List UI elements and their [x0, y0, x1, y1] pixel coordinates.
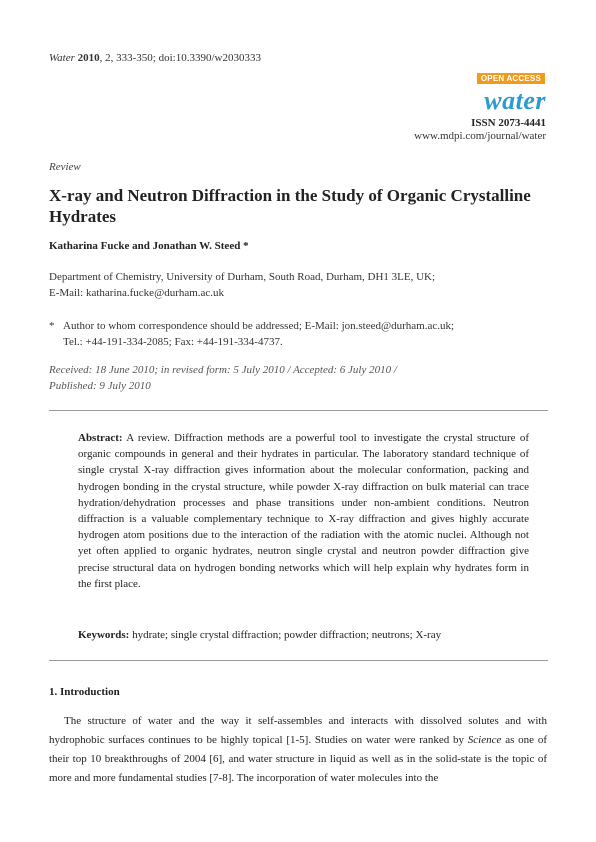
keywords — [78, 627, 529, 643]
abstract — [78, 430, 529, 592]
authors: Katharina Fucke and Jonathan W. Steed * — [49, 240, 249, 252]
publication-dates — [49, 362, 549, 394]
affiliation — [49, 269, 549, 301]
keywords-label: Keywords: — [78, 629, 130, 641]
abstract-label: Abstract: — [78, 432, 123, 444]
correspondence-note — [49, 318, 549, 350]
section-heading-introduction: 1. Introduction — [49, 686, 120, 698]
affiliation-address: Department of Chemistry, University of Durham, South Road, Durham, DH1 3LE, UK; — [49, 271, 436, 283]
article-title: X-ray and Neutron Diffraction in the Study of Organic Crystalline Hydrates — [49, 186, 531, 226]
issn: ISSN 2073-4441 — [471, 117, 546, 129]
keywords-text: hydrate; single crystal diffraction; powder diffraction; neutrons; X-ray — [129, 629, 442, 641]
intro-italic-science: Science — [467, 734, 502, 746]
abstract-text: A review. Diffraction methods are a powerful tool to investigate the crystal structure of organic compounds in general and their hydrates in particular. The laboratory standard technique of single crystal X-ray diffraction gives information about the molecular conformation, packing and hydrogen bonding in the crystal structure, while powder X-ray diffraction on bulk material can trace hydration/dehydration processes and phase transitions under non-ambient conditions. Neutron diffraction is a valuable complementary technique to X-ray diffraction and gives highly accurate hydrogen atom positions due to the interaction of the radiation with the atomic nuclei. Although not yet often applied to organic hydrates, neutron single crystal and neutron powder diffraction give precise structural data on hydrogen bonding networks which will help explain why hydrates form in the first place. — [78, 432, 529, 590]
article-type: Review — [49, 161, 81, 173]
dates-line2: Published: 9 July 2010 — [49, 380, 151, 392]
introduction-paragraph — [49, 712, 547, 788]
citation-year: 2010 — [77, 52, 100, 64]
correspondence-star: * — [49, 320, 55, 332]
bottom-divider — [49, 660, 548, 661]
dates-line1: Received: 18 June 2010; in revised form: 5 July 2010 / Accepted: 6 July 2010 / — [49, 364, 397, 376]
open-access-badge: OPEN ACCESS — [477, 73, 545, 84]
intro-text-1: The structure of water and the way it self-assembles and interacts with dissolved solutes and with hydrophobic surfaces continues to be highly topical [1-5]. Studies on water were ranked by — [49, 715, 547, 746]
citation-line — [49, 52, 261, 64]
correspondence-line2: Tel.: +44-191-334-2085; Fax: +44-191-334-4737. — [63, 336, 283, 348]
citation-rest: , 2, 333-350; doi:10.3390/w2030333 — [99, 52, 261, 64]
journal-url[interactable]: www.mdpi.com/journal/water — [414, 130, 546, 142]
top-divider — [49, 410, 548, 411]
intro-text-2: as one of their top 10 breakthroughs of 2004 [6], and water structure in liquid as well as in the solid-state is the topic of more and more fundamental studies [7-8]. The incorporation of water molecules into the — [49, 734, 547, 784]
citation-journal: Water — [49, 52, 75, 64]
affiliation-email[interactable]: E-Mail: katharina.fucke@durham.ac.uk — [49, 287, 225, 299]
correspondence-line1: Author to whom correspondence should be addressed; E-Mail: jon.steed@durham.ac.uk; — [63, 320, 455, 332]
journal-logo: water — [484, 86, 546, 115]
